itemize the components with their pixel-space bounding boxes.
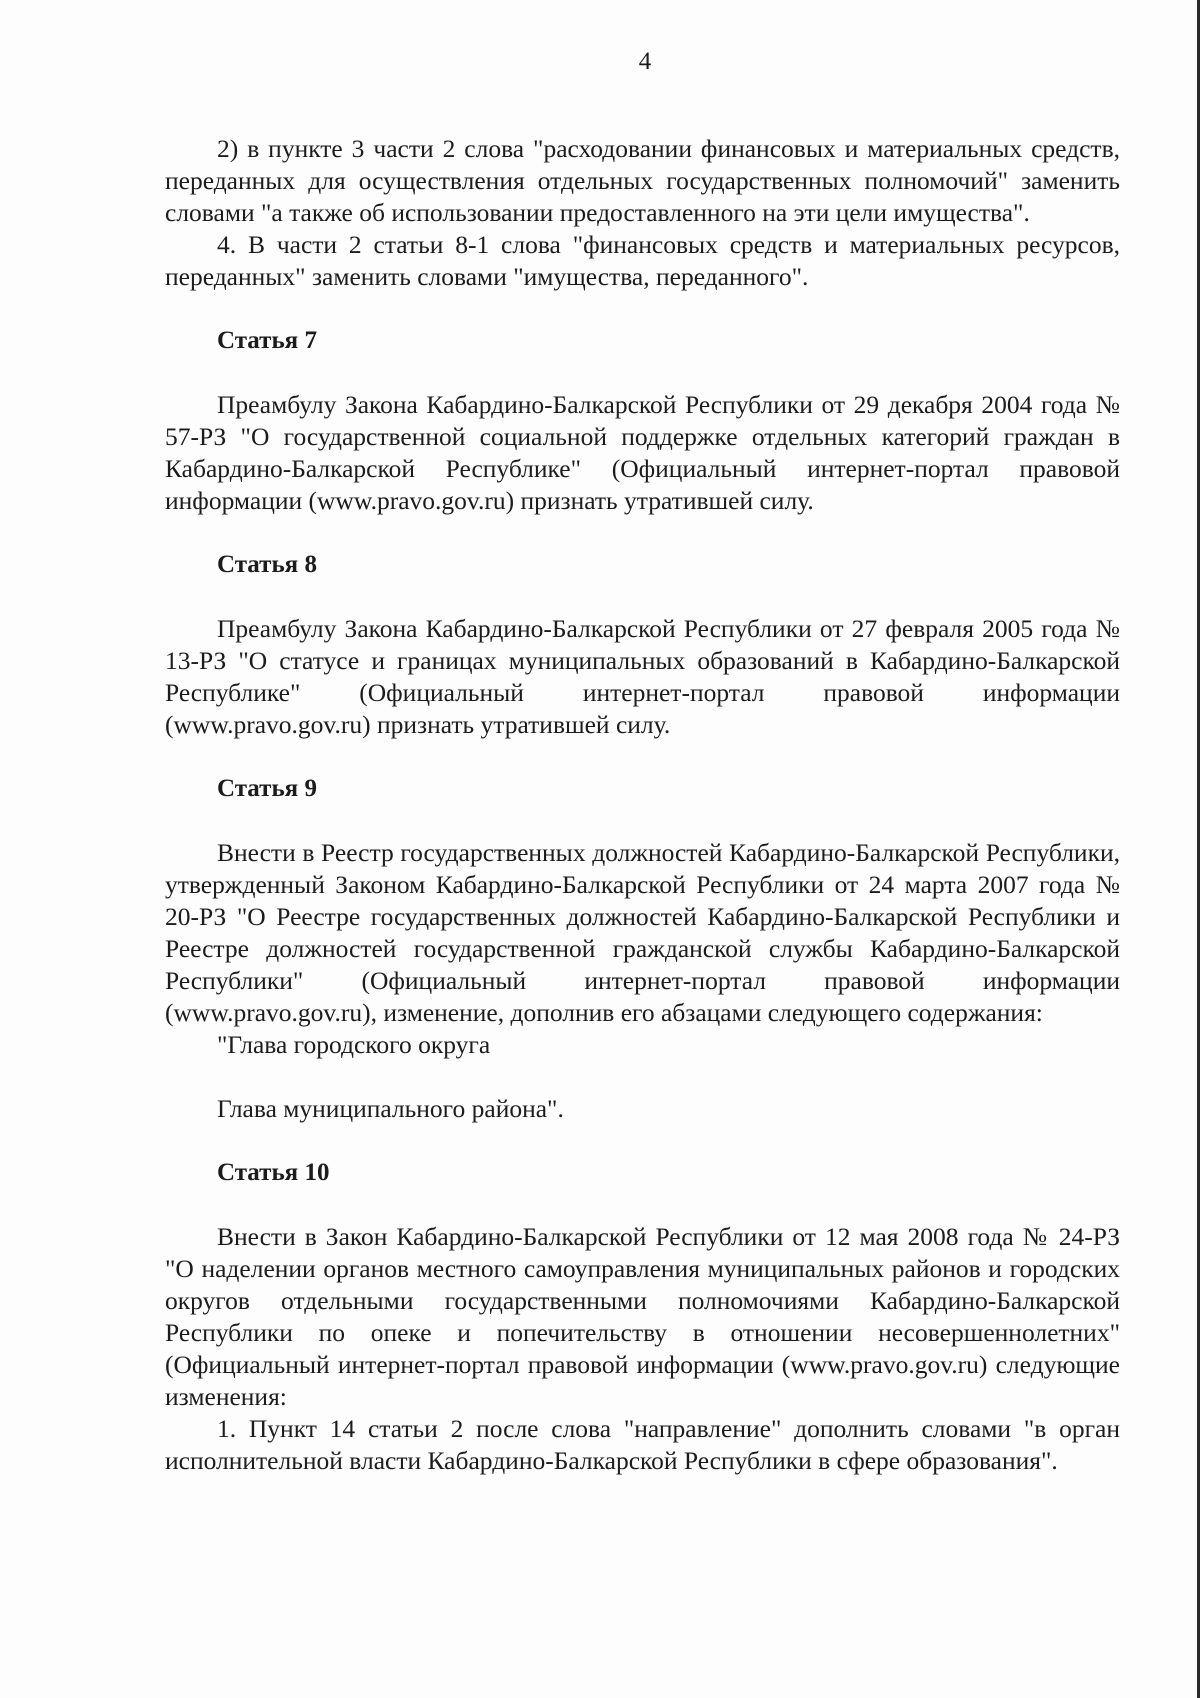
article-10-text: Внести в Закон Кабардино-Балкарской Республики от 12 мая 2008 года № 24-РЗ "О наделении органов местного самоуправления муниципальных районов и городских округов отдельными государственными полномочиями Кабардино-Балкарской Республики по опеке и попечительству в отношении несовершеннолетних" (Официальный интернет-портал правовой информации (www.pravo.gov.ru) следующие изменения: — [165, 1222, 1120, 1411]
article-8-heading: Статья 8 — [217, 551, 317, 578]
paragraph-amendment-point-4: 4. В части 2 статьи 8-1 слова "финансовых средств и материальных ресурсов, переданных" заменить словами "имущества, переданного". — [165, 230, 1120, 291]
registry-entry-district-head: Глава муниципального района". — [217, 1094, 564, 1123]
article-7-text: Преамбулу Закона Кабардино-Балкарской Республики от 29 декабря 2004 года № 57-РЗ "О государственной социальной поддержке отдельных категорий граждан в Кабардино-Балкарской Республике" (Официальный интернет-портал правовой информации (www.pravo.gov.ru) признать утратившей силу. — [165, 390, 1120, 515]
article-9-text: Внести в Реестр государственных должностей Кабардино-Балкарской Республики, утвержденный Законом Кабардино-Балкарской Республики от 24 марта 2007 года № 20-РЗ "О Реестре государственных должностей Кабардино-Балкарской Республики и Реестре должностей государственной гражданской службы Кабардино-Балкарской Республики" (Официальный интернет-портал правовой информации (www.pravo.gov.ru), изменение, дополнив его абзацами следующего содержания: — [165, 838, 1120, 1027]
article-9-heading: Статья 9 — [217, 775, 317, 802]
document-body — [165, 133, 1120, 1477]
paragraph-amendment-point-2: 2) в пункте 3 части 2 слова "расходовании финансовых и материальных средств, переданных для осуществления отдельных государственных полномочий" заменить словами "а также об использовании предоставленного на эти цели имущества". — [165, 134, 1120, 227]
page-number: 4 — [638, 48, 652, 75]
article-10-point-1: 1. Пункт 14 статьи 2 после слова "направление" дополнить словами "в орган исполнительной власти Кабардино-Балкарской Республики в сфере образования". — [165, 1414, 1120, 1475]
registry-entry-city-head: "Глава городского округа — [217, 1030, 491, 1059]
article-10-heading: Статья 10 — [217, 1159, 330, 1186]
article-8-text: Преамбулу Закона Кабардино-Балкарской Республики от 27 февраля 2005 года № 13-РЗ "О статусе и границах муниципальных образований в Кабардино-Балкарской Республике" (Официальный интернет-портал правовой информации (www.pravo.gov.ru) признать утратившей силу. — [165, 614, 1120, 739]
article-7-heading: Статья 7 — [217, 327, 317, 354]
